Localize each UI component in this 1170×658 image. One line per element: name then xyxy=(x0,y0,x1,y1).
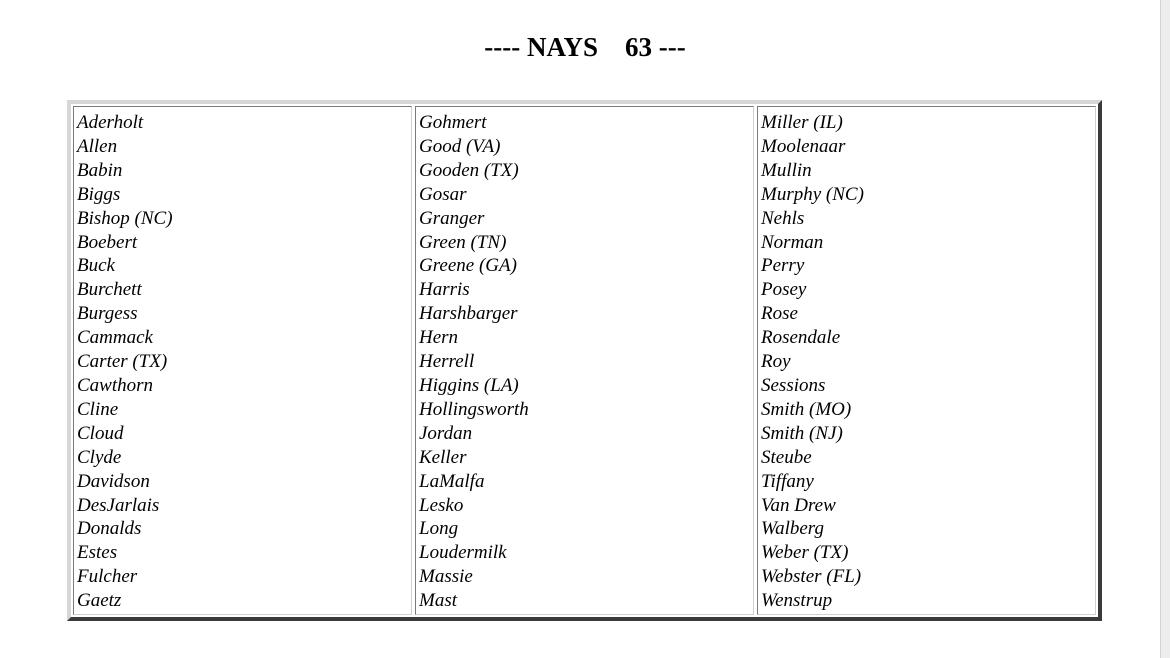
member-name: Donalds xyxy=(77,518,142,540)
member-name: Weber (TX) xyxy=(761,542,849,564)
member-name: Walberg xyxy=(761,518,824,540)
member-name: Tiffany xyxy=(761,470,814,492)
member-name: Norman xyxy=(761,231,824,253)
member-name: Herrell xyxy=(419,351,475,373)
page-title xyxy=(0,28,1170,66)
member-name: Harris xyxy=(419,279,470,301)
member-name: Greene (GA) xyxy=(419,255,517,277)
member-name: Long xyxy=(419,518,459,540)
member-name: Mullin xyxy=(761,159,812,181)
member-name: Estes xyxy=(77,542,118,564)
member-name: Fulcher xyxy=(77,566,138,588)
member-name: Cammack xyxy=(77,327,153,349)
member-list-1 xyxy=(77,111,411,613)
member-name: Mast xyxy=(419,590,457,612)
member-name: Carter (TX) xyxy=(77,351,168,373)
member-name: Wenstrup xyxy=(761,590,833,612)
member-name: Cloud xyxy=(77,422,124,444)
member-name: Burgess xyxy=(77,303,138,325)
member-name: Webster (FL) xyxy=(761,566,862,588)
member-name: Buck xyxy=(77,255,115,277)
member-name: Lesko xyxy=(419,494,464,516)
member-name: Massie xyxy=(419,566,473,588)
member-name: Steube xyxy=(761,446,812,468)
member-name: DesJarlais xyxy=(77,494,160,516)
member-name: Hollingsworth xyxy=(419,398,529,420)
member-name: Van Drew xyxy=(761,494,836,516)
member-name: Higgins (LA) xyxy=(419,374,519,396)
member-name: Babin xyxy=(77,159,123,181)
member-name: Clyde xyxy=(77,446,122,468)
member-name: Harshbarger xyxy=(419,303,518,325)
nays-column-1 xyxy=(73,106,412,615)
member-list-2 xyxy=(419,111,753,613)
title-suffix: --- xyxy=(658,32,686,62)
member-name: Perry xyxy=(761,255,805,277)
member-name: Keller xyxy=(419,446,467,468)
member-name: Gohmert xyxy=(419,112,487,133)
title-prefix: ---- NAYS xyxy=(484,32,598,62)
member-name: Cawthorn xyxy=(77,374,154,396)
member-name: Green (TN) xyxy=(419,231,507,253)
member-name: LaMalfa xyxy=(419,470,485,492)
member-name: Davidson xyxy=(77,470,150,492)
member-name: Cline xyxy=(77,398,119,420)
member-name: Biggs xyxy=(77,183,121,205)
member-name: Rosendale xyxy=(761,327,841,349)
member-name: Sessions xyxy=(761,374,826,396)
nays-column-2 xyxy=(415,106,754,615)
member-name: Boebert xyxy=(77,231,138,253)
member-name: Gaetz xyxy=(77,590,122,612)
member-name: Bishop (NC) xyxy=(77,207,173,229)
member-name: Murphy (NC) xyxy=(761,183,864,205)
member-name: Good (VA) xyxy=(419,135,501,157)
member-name: Moolenaar xyxy=(761,135,846,157)
member-name: Miller (IL) xyxy=(761,112,843,133)
member-name: Nehls xyxy=(761,207,805,229)
member-name: Roy xyxy=(761,351,791,373)
nay-count: 63 xyxy=(625,32,652,62)
member-name: Aderholt xyxy=(77,112,144,133)
nays-table-body xyxy=(73,106,1096,615)
nays-table xyxy=(67,100,1102,621)
member-name: Smith (NJ) xyxy=(761,422,843,444)
member-name: Gooden (TX) xyxy=(419,159,519,181)
member-name: Hern xyxy=(419,327,459,349)
member-name: Granger xyxy=(419,207,485,229)
member-name: Gosar xyxy=(419,183,467,205)
member-name: Posey xyxy=(761,279,807,301)
member-name: Rose xyxy=(761,303,798,325)
member-name: Loudermilk xyxy=(419,542,507,564)
member-name: Burchett xyxy=(77,279,142,301)
window-scrollbar-edge[interactable] xyxy=(1160,0,1170,658)
nays-column-3 xyxy=(757,106,1096,615)
member-name: Jordan xyxy=(419,422,473,444)
member-name: Allen xyxy=(77,135,118,157)
member-name: Smith (MO) xyxy=(761,398,852,420)
member-list-3 xyxy=(761,111,1095,613)
